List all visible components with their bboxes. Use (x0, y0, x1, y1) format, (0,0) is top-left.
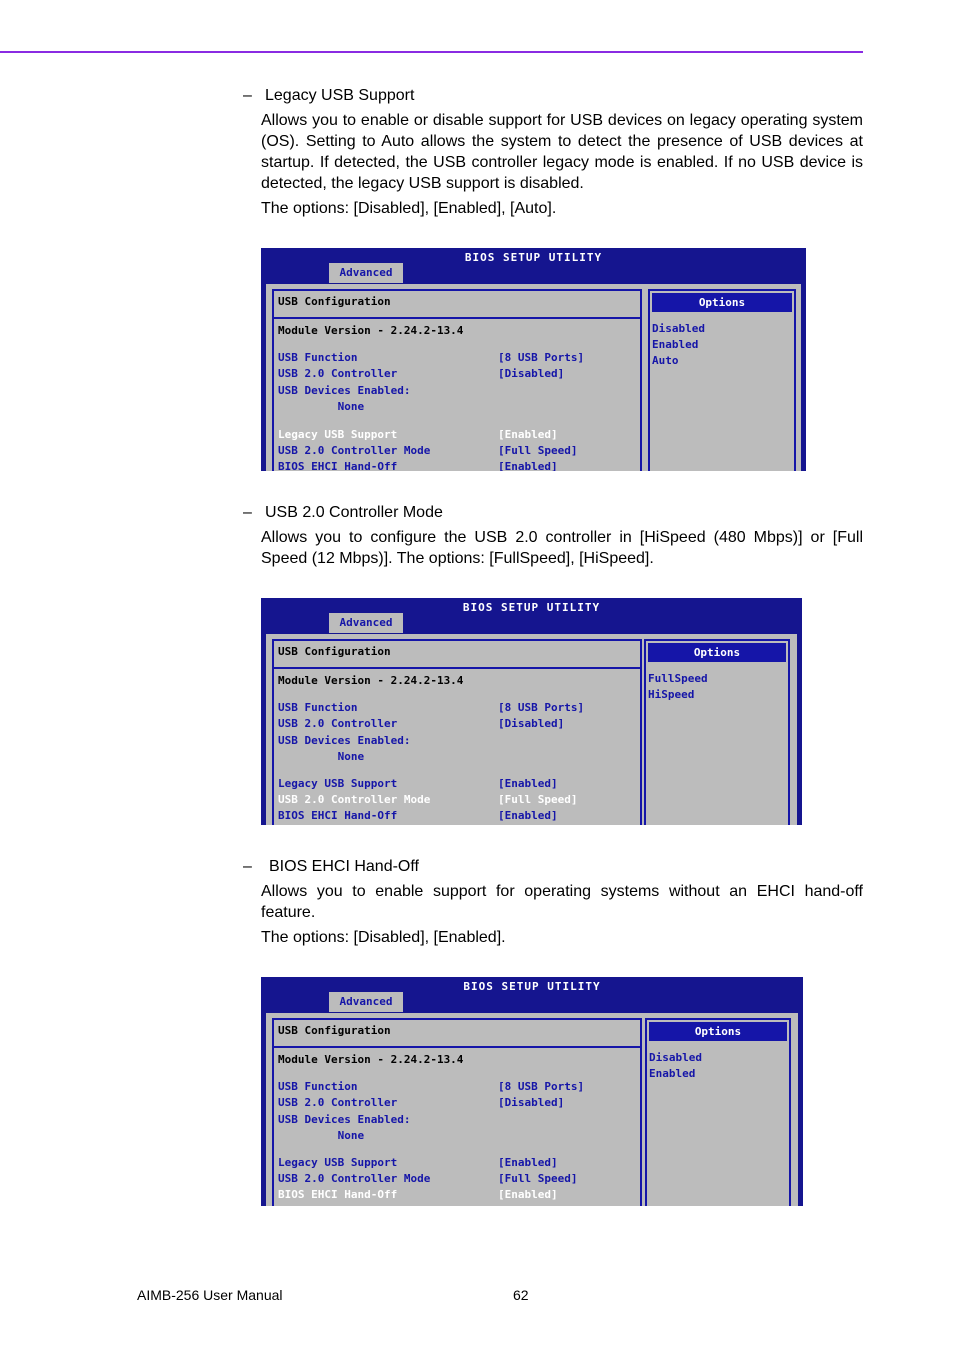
bios-row-usb-function: USB Function [8 USB Ports] (278, 701, 585, 714)
bios-row-usb-devices: USB Devices Enabled: (278, 384, 411, 397)
dash-bullet: – (243, 504, 252, 521)
bios-screen-title: USB Configuration (278, 1024, 391, 1037)
bios-row-legacy-usb: Legacy USB Support [Enabled] (278, 1156, 558, 1169)
bios-panel (266, 284, 801, 471)
dash-bullet: – (243, 858, 252, 875)
bios-row-usb-function: USB Function [8 USB Ports] (278, 351, 585, 364)
dash-bullet: – (243, 87, 252, 104)
section-options: The options: [Disabled], [Enabled]. (261, 929, 506, 946)
bios-row-usb20-controller: USB 2.0 Controller [Disabled] (278, 367, 565, 380)
bios-options-frame (645, 1018, 791, 1206)
bios-main-frame (272, 289, 642, 471)
bios-main-frame (272, 1018, 642, 1206)
bios-module-version: Module Version - 2.24.2-13.4 (278, 674, 464, 687)
bios-row-usb20-controller: USB 2.0 Controller [Disabled] (278, 717, 565, 730)
bios-row-controller-mode-selected: USB 2.0 Controller Mode [Full Speed] (278, 793, 578, 806)
bios-option-item: Enabled (652, 338, 699, 351)
bios-option-item: FullSpeed (648, 672, 708, 685)
bios-row-usb20-controller: USB 2.0 Controller [Disabled] (278, 1096, 565, 1109)
footer-page-number: 62 (513, 1287, 529, 1303)
bios-screen-title: USB Configuration (278, 295, 391, 308)
bios-row-ehci-handoff: BIOS EHCI Hand-Off [Enabled] (278, 809, 558, 822)
bios-tab-advanced: Advanced (329, 263, 403, 283)
bios-module-version: Module Version - 2.24.2-13.4 (278, 1053, 464, 1066)
bios-row-usb-devices: USB Devices Enabled: (278, 1113, 411, 1126)
bios-screenshot-ehci-handoff (261, 977, 803, 1206)
bios-row-controller-mode: USB 2.0 Controller Mode [Full Speed] (278, 444, 578, 457)
bios-row-ehci-handoff: BIOS EHCI Hand-Off [Enabled] (278, 460, 558, 471)
section-heading-ehci-handoff: – BIOS EHCI Hand-Off (243, 858, 419, 875)
bios-row-usb-devices: USB Devices Enabled: (278, 734, 411, 747)
bios-tab-advanced: Advanced (329, 613, 403, 633)
section-options: The options: [Disabled], [Enabled], [Auto]. (261, 200, 557, 217)
bios-option-item: Disabled (652, 322, 705, 335)
section-heading-legacy-usb: – Legacy USB Support (243, 87, 415, 104)
bios-options-header: Options (649, 1022, 787, 1041)
bios-options-header: Options (648, 643, 786, 662)
bios-options-header: Options (652, 293, 792, 312)
bios-title: BIOS SETUP UTILITY (464, 251, 603, 264)
bios-row-legacy-usb: Legacy USB Support [Enabled] (278, 777, 558, 790)
bios-panel (266, 1013, 798, 1206)
bios-options-frame (648, 289, 796, 471)
bios-title: BIOS SETUP UTILITY (463, 980, 601, 993)
footer-manual-title: AIMB-256 User Manual (137, 1287, 283, 1303)
section-heading-controller-mode: – USB 2.0 Controller Mode (243, 504, 443, 521)
header-rule (0, 51, 863, 53)
bios-row-devices-none: None (278, 1129, 365, 1142)
bios-separator (274, 317, 640, 319)
bios-row-usb-function: USB Function [8 USB Ports] (278, 1080, 585, 1093)
bios-separator (274, 667, 640, 669)
bios-separator (274, 1046, 640, 1048)
bios-option-item: Enabled (649, 1067, 696, 1080)
section-paragraph: Allows you to enable or disable support for USB devices on legacy operating system (OS). Setting to Auto allows the system to detect the presence of USB devices at startup. If detected, the USB controller legacy mode is enabled. If no USB device is detected, the legacy USB support is disabled. (261, 112, 863, 192)
bios-option-item: Auto (652, 354, 679, 367)
bios-option-item: Disabled (649, 1051, 702, 1064)
bios-screenshot-legacy-usb (261, 248, 806, 471)
bios-screenshot-controller-mode (261, 598, 802, 825)
bios-option-item: HiSpeed (648, 688, 695, 701)
bios-title: BIOS SETUP UTILITY (462, 601, 601, 614)
bios-panel (266, 634, 797, 825)
section-paragraph: Allows you to enable support for operating systems without an EHCI hand-off feature. (261, 883, 863, 921)
bios-options-frame (644, 639, 790, 825)
bios-module-version: Module Version - 2.24.2-13.4 (278, 324, 464, 337)
bios-row-devices-none: None (278, 750, 365, 763)
bios-row-devices-none: None (278, 400, 365, 413)
section-paragraph: Allows you to configure the USB 2.0 controller in [HiSpeed (480 Mbps)] or [Full Speed (12 Mbps)]. The options: [FullSpeed], [HiSpeed]. (261, 529, 863, 567)
bios-row-controller-mode: USB 2.0 Controller Mode [Full Speed] (278, 1172, 578, 1185)
bios-row-legacy-usb-selected: Legacy USB Support [Enabled] (278, 428, 558, 441)
bios-row-ehci-handoff-selected: BIOS EHCI Hand-Off [Enabled] (278, 1188, 558, 1201)
bios-main-frame (272, 639, 642, 825)
bios-screen-title: USB Configuration (278, 645, 391, 658)
bios-tab-advanced: Advanced (329, 992, 403, 1012)
